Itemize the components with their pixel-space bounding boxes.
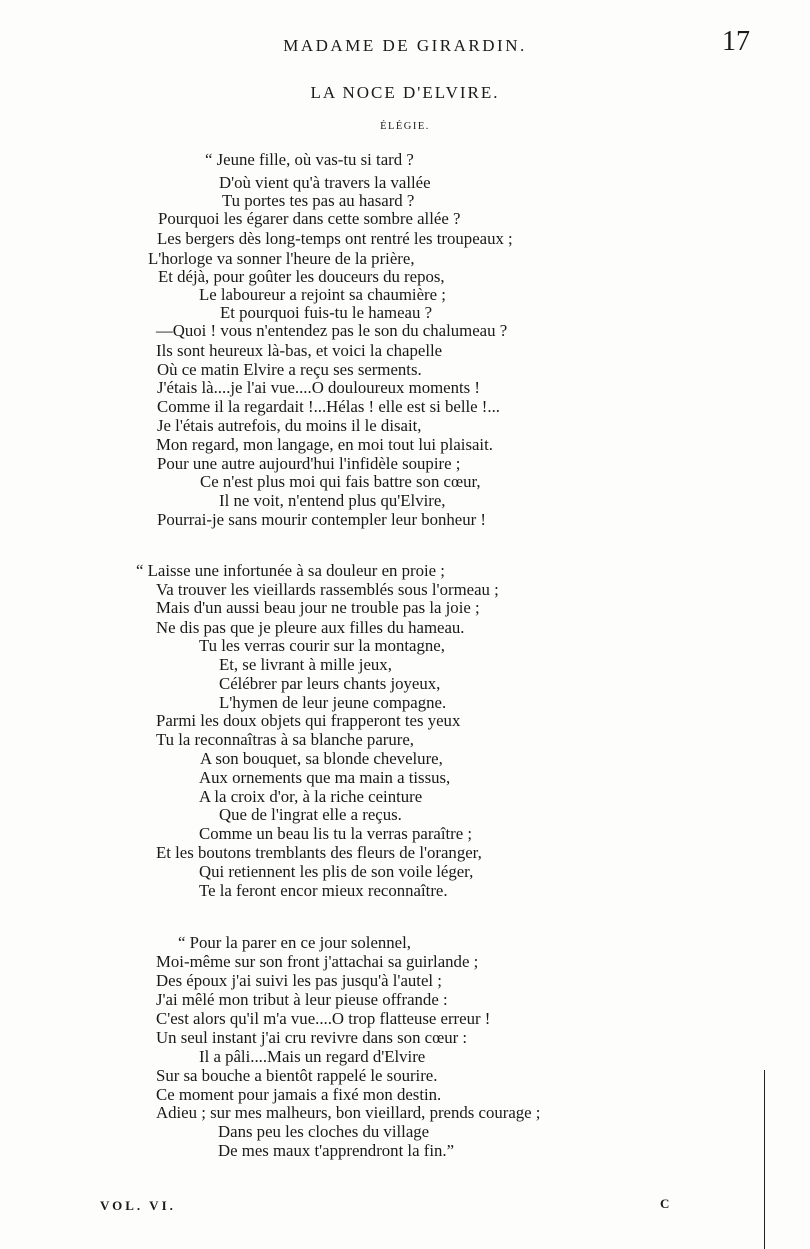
running-title: MADAME DE GIRARDIN. (283, 36, 527, 55)
verse-line: Mon regard, mon langage, en moi tout lui plaisait. (156, 435, 493, 454)
verse-line: De mes maux t'apprendront la fin.” (218, 1141, 455, 1160)
verse-line: Aux ornements que ma main a tissus, (199, 768, 451, 787)
verse-line: Je l'étais autrefois, du moins il le disait, (157, 416, 422, 435)
verse-line: C'est alors qu'il m'a vue....O trop flatteuse erreur ! (156, 1009, 491, 1028)
verse-line: Dans peu les cloches du village (218, 1122, 430, 1141)
page-edge-rule (764, 1070, 765, 1249)
verse-line: L'hymen de leur jeune compagne. (219, 693, 447, 712)
verse-line: Et, se livrant à mille jeux, (219, 655, 392, 674)
verse-line: Moi-même sur son front j'attachai sa guirlande ; (156, 952, 479, 971)
verse-line: Ils sont heureux là-bas, et voici la chapelle (156, 341, 443, 360)
verse-line: Mais d'un aussi beau jour ne trouble pas la joie ; (156, 598, 480, 617)
verse-line: Il ne voit, n'entend plus qu'Elvire, (219, 491, 446, 510)
verse-line: Le laboureur a rejoint sa chaumière ; (199, 285, 446, 304)
verse-line: Adieu ; sur mes malheurs, bon vieillard, prends courage ; (156, 1103, 541, 1122)
verse-line: “ Pour la parer en ce jour solennel, (178, 933, 411, 952)
verse-line: J'ai mêlé mon tribut à leur pieuse offrande : (156, 990, 448, 1009)
verse-line: L'horloge va sonner l'heure de la prière, (148, 249, 415, 268)
verse-line: —Quoi ! vous n'entendez pas le son du chalumeau ? (156, 321, 508, 340)
verse-line: Tu portes tes pas au hasard ? (222, 191, 415, 210)
verse-line: Des époux j'ai suivi les pas jusqu'à l'autel ; (156, 971, 442, 990)
verse-line: Va trouver les vieillards rassemblés sous l'ormeau ; (156, 580, 499, 599)
verse-line: A la croix d'or, à la riche ceinture (199, 787, 423, 806)
verse-line: Il a pâli....Mais un regard d'Elvire (199, 1047, 426, 1066)
verse-line: J'étais là....je l'ai vue....O douloureux moments ! (157, 378, 480, 397)
verse-line: Célébrer par leurs chants joyeux, (219, 674, 441, 693)
verse-line: Qui retiennent les plis de son voile léger, (199, 862, 474, 881)
verse-line: Les bergers dès long-temps ont rentré les troupeaux ; (157, 229, 513, 248)
verse-line: Comme il la regardait !...Hélas ! elle est si belle !... (157, 397, 500, 416)
verse-line: Tu les verras courir sur la montagne, (199, 636, 445, 655)
poem-title: LA NOCE D'ELVIRE. (310, 83, 500, 102)
verse-line: Pourrai-je sans mourir contempler leur bonheur ! (157, 510, 486, 529)
verse-line: “ Jeune fille, où vas-tu si tard ? (205, 150, 414, 169)
verse-line: Parmi les doux objets qui frapperont tes yeux (156, 711, 461, 730)
verse-line: Où ce matin Elvire a reçu ses serments. (157, 360, 422, 379)
verse-line: Et les boutons tremblants des fleurs de l'oranger, (156, 843, 482, 862)
verse-line: A son bouquet, sa blonde chevelure, (200, 749, 443, 768)
verse-line: Tu la reconnaîtras à sa blanche parure, (156, 730, 414, 749)
volume-signature: VOL. VI. (100, 1198, 176, 1213)
verse-line: Sur sa bouche a bientôt rappelé le sourire. (156, 1066, 438, 1085)
verse-line: Et pourquoi fuis-tu le hameau ? (220, 303, 433, 322)
verse-line: Et déjà, pour goûter les douceurs du repos, (158, 267, 445, 286)
verse-line: “ Laisse une infortunée à sa douleur en proie ; (136, 561, 445, 580)
verse-line: Te la feront encor mieux reconnaître. (199, 881, 448, 900)
verse-line: Pourquoi les égarer dans cette sombre allée ? (158, 209, 461, 228)
verse-line: Ce n'est plus moi qui fais battre son cœur, (200, 472, 481, 491)
signature-letter: C (660, 1196, 670, 1211)
poem-subtitle: ÉLÉGIE. (380, 121, 430, 132)
page-number: 17 (722, 26, 750, 57)
verse-line: D'où vient qu'à travers la vallée (219, 173, 431, 192)
verse-line: Que de l'ingrat elle a reçus. (219, 805, 402, 824)
verse-line: Un seul instant j'ai cru revivre dans son cœur : (156, 1028, 468, 1047)
verse-line: Comme un beau lis tu la verras paraître ; (199, 824, 473, 843)
verse-line: Ce moment pour jamais a fixé mon destin. (156, 1085, 442, 1104)
verse-line: Pour une autre aujourd'hui l'infidèle soupire ; (157, 454, 461, 473)
verse-line: Ne dis pas que je pleure aux filles du hameau. (156, 618, 465, 637)
